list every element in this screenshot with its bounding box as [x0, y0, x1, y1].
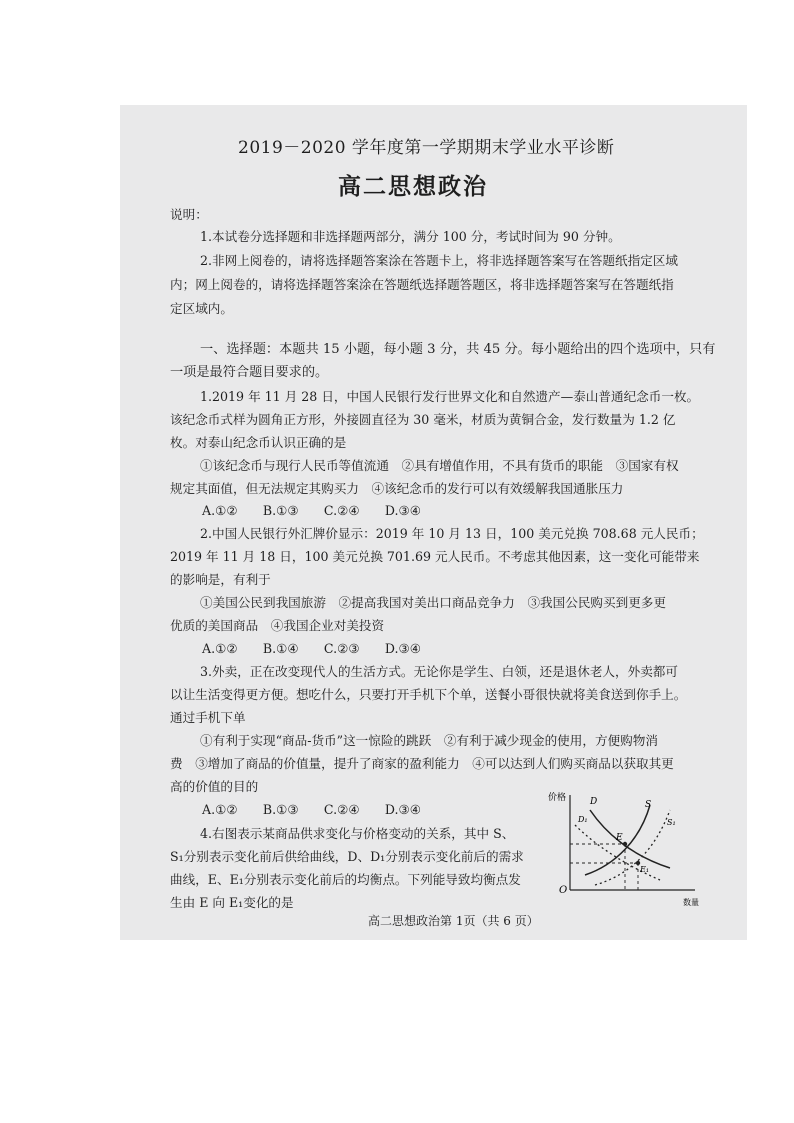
y-axis-label: 价格: [548, 793, 567, 803]
instruction-item-2-line-3: 定区域内。: [170, 301, 233, 316]
origin-label: O: [559, 885, 568, 896]
q3-line-3: 通过手机下单: [170, 710, 246, 725]
q2-options-line-2: 优质的美国商品 ④我国企业对美投资: [170, 618, 385, 633]
q1-line-3: 枚。对泰山纪念币认识正确的是: [170, 435, 347, 450]
label-d1: D₁: [578, 815, 588, 824]
q3-line-2: 以让生活变得更方便。想吃什么，只要打开手机下个单，送餐小哥很快就将美食送到你手上。: [170, 687, 687, 702]
instruction-item-2-line-2: 内；网上阅卷的，请将选择题答案涂在答题纸选择题答题区，将非选择题答案写在答题纸指: [170, 277, 674, 292]
q3-options-line-2: 费 ③增加了商品的价值量，提升了商家的盈利能力 ④可以达到人们购买商品以获取其更: [170, 756, 674, 771]
q2-options-line-1: ①美国公民到我国旅游 ②提高我国对美出口商品竞争力 ③我国公民购买到更多更: [200, 595, 666, 610]
supply-curve-s1: [595, 810, 670, 885]
q2-line-3: 的影响是，有利于: [170, 572, 271, 587]
exam-title: 2019－2020 学年度第一学期期末学业水平诊断: [238, 138, 615, 158]
q3-options-line-1: ①有利于实现“商品-货币”这一惊险的跳跃 ②有利于减少现金的使用，方便购物消: [200, 733, 658, 748]
exam-page-photo: [120, 105, 747, 940]
q4-line-2: S₁分别表示变化前后供给曲线，D、D₁分别表示变化前后的需求: [170, 849, 524, 864]
instruction-item-1: 1.本试卷分选择题和非选择题两部分，满分 100 分，考试时间为 90 分钟。: [200, 229, 621, 244]
section-heading-line-2: 一项是最符合题目要求的。: [170, 365, 329, 380]
q1-options-line-1: ①该纪念币与现行人民币等值流通 ②具有增值作用，不具有货币的职能 ③国家有权: [200, 458, 679, 473]
q3-choices: A.①② B.①③ C.②④ D.③④: [202, 802, 422, 817]
instructions-label: 说明：: [170, 207, 208, 222]
q1-line-1: 1.2019 年 11 月 28 日，中国人民银行发行世界文化和自然遗产—泰山普通纪念币一枚。: [200, 389, 700, 404]
q1-options-line-2: 规定其面值，但无法规定其购买力 ④该纪念币的发行可以有效缓解我国通胀压力: [170, 481, 624, 496]
q2-line-1: 2.中国人民银行外汇牌价显示：2019 年 10 月 13 日，100 美元兑换 708.68 元人民币；: [200, 526, 704, 541]
label-e1: E₁: [640, 865, 650, 874]
demand-curve-d: [590, 810, 670, 868]
page-footer: 高二思想政治第 1页（共 6 页）: [368, 914, 539, 928]
subject-title: 高二思想政治: [338, 173, 488, 200]
q4-line-4: 生由 E 向 E₁变化的是: [170, 895, 294, 910]
label-d: D: [590, 797, 598, 807]
label-s1: S₁: [667, 818, 676, 827]
equilibrium-point-e: [623, 842, 627, 846]
supply-demand-graph: [545, 780, 705, 910]
q1-line-2: 该纪念币式样为圆角正方形，外接圆直径为 30 毫米，材质为黄铜合金，发行数量为 1.2 亿: [170, 412, 676, 427]
section-heading-line-1: 一、选择题：本题共 15 小题，每小题 3 分，共 45 分。每小题给出的四个选项中，只有: [200, 342, 716, 357]
q4-line-3: 曲线，E、E₁分别表示变化前后的均衡点。下列能导致均衡点发: [170, 872, 521, 887]
q3-options-line-3: 高的价值的目的: [170, 779, 259, 794]
x-axis-label: 数量: [683, 898, 699, 907]
label-s: S: [645, 800, 652, 810]
q1-choices: A.①② B.①③ C.②④ D.③④: [202, 503, 422, 518]
instruction-item-2-line-1: 2.非网上阅卷的，请将选择题答案涂在答题卡上，将非选择题答案写在答题纸指定区域: [200, 253, 678, 268]
q2-line-2: 2019 年 11 月 18 日，100 美元兑换 701.69 元人民币。不考虑其他因素，这一变化可能带来: [170, 549, 700, 564]
q4-line-1: 4.右图表示某商品供求变化与价格变动的关系，其中 S、: [200, 826, 515, 841]
q2-choices: A.①② B.①④ C.②③ D.③④: [202, 641, 422, 656]
label-e: E: [616, 833, 623, 843]
q3-line-1: 3.外卖，正在改变现代人的生活方式。无论你是学生、白领，还是退休老人，外卖都可: [200, 664, 678, 679]
